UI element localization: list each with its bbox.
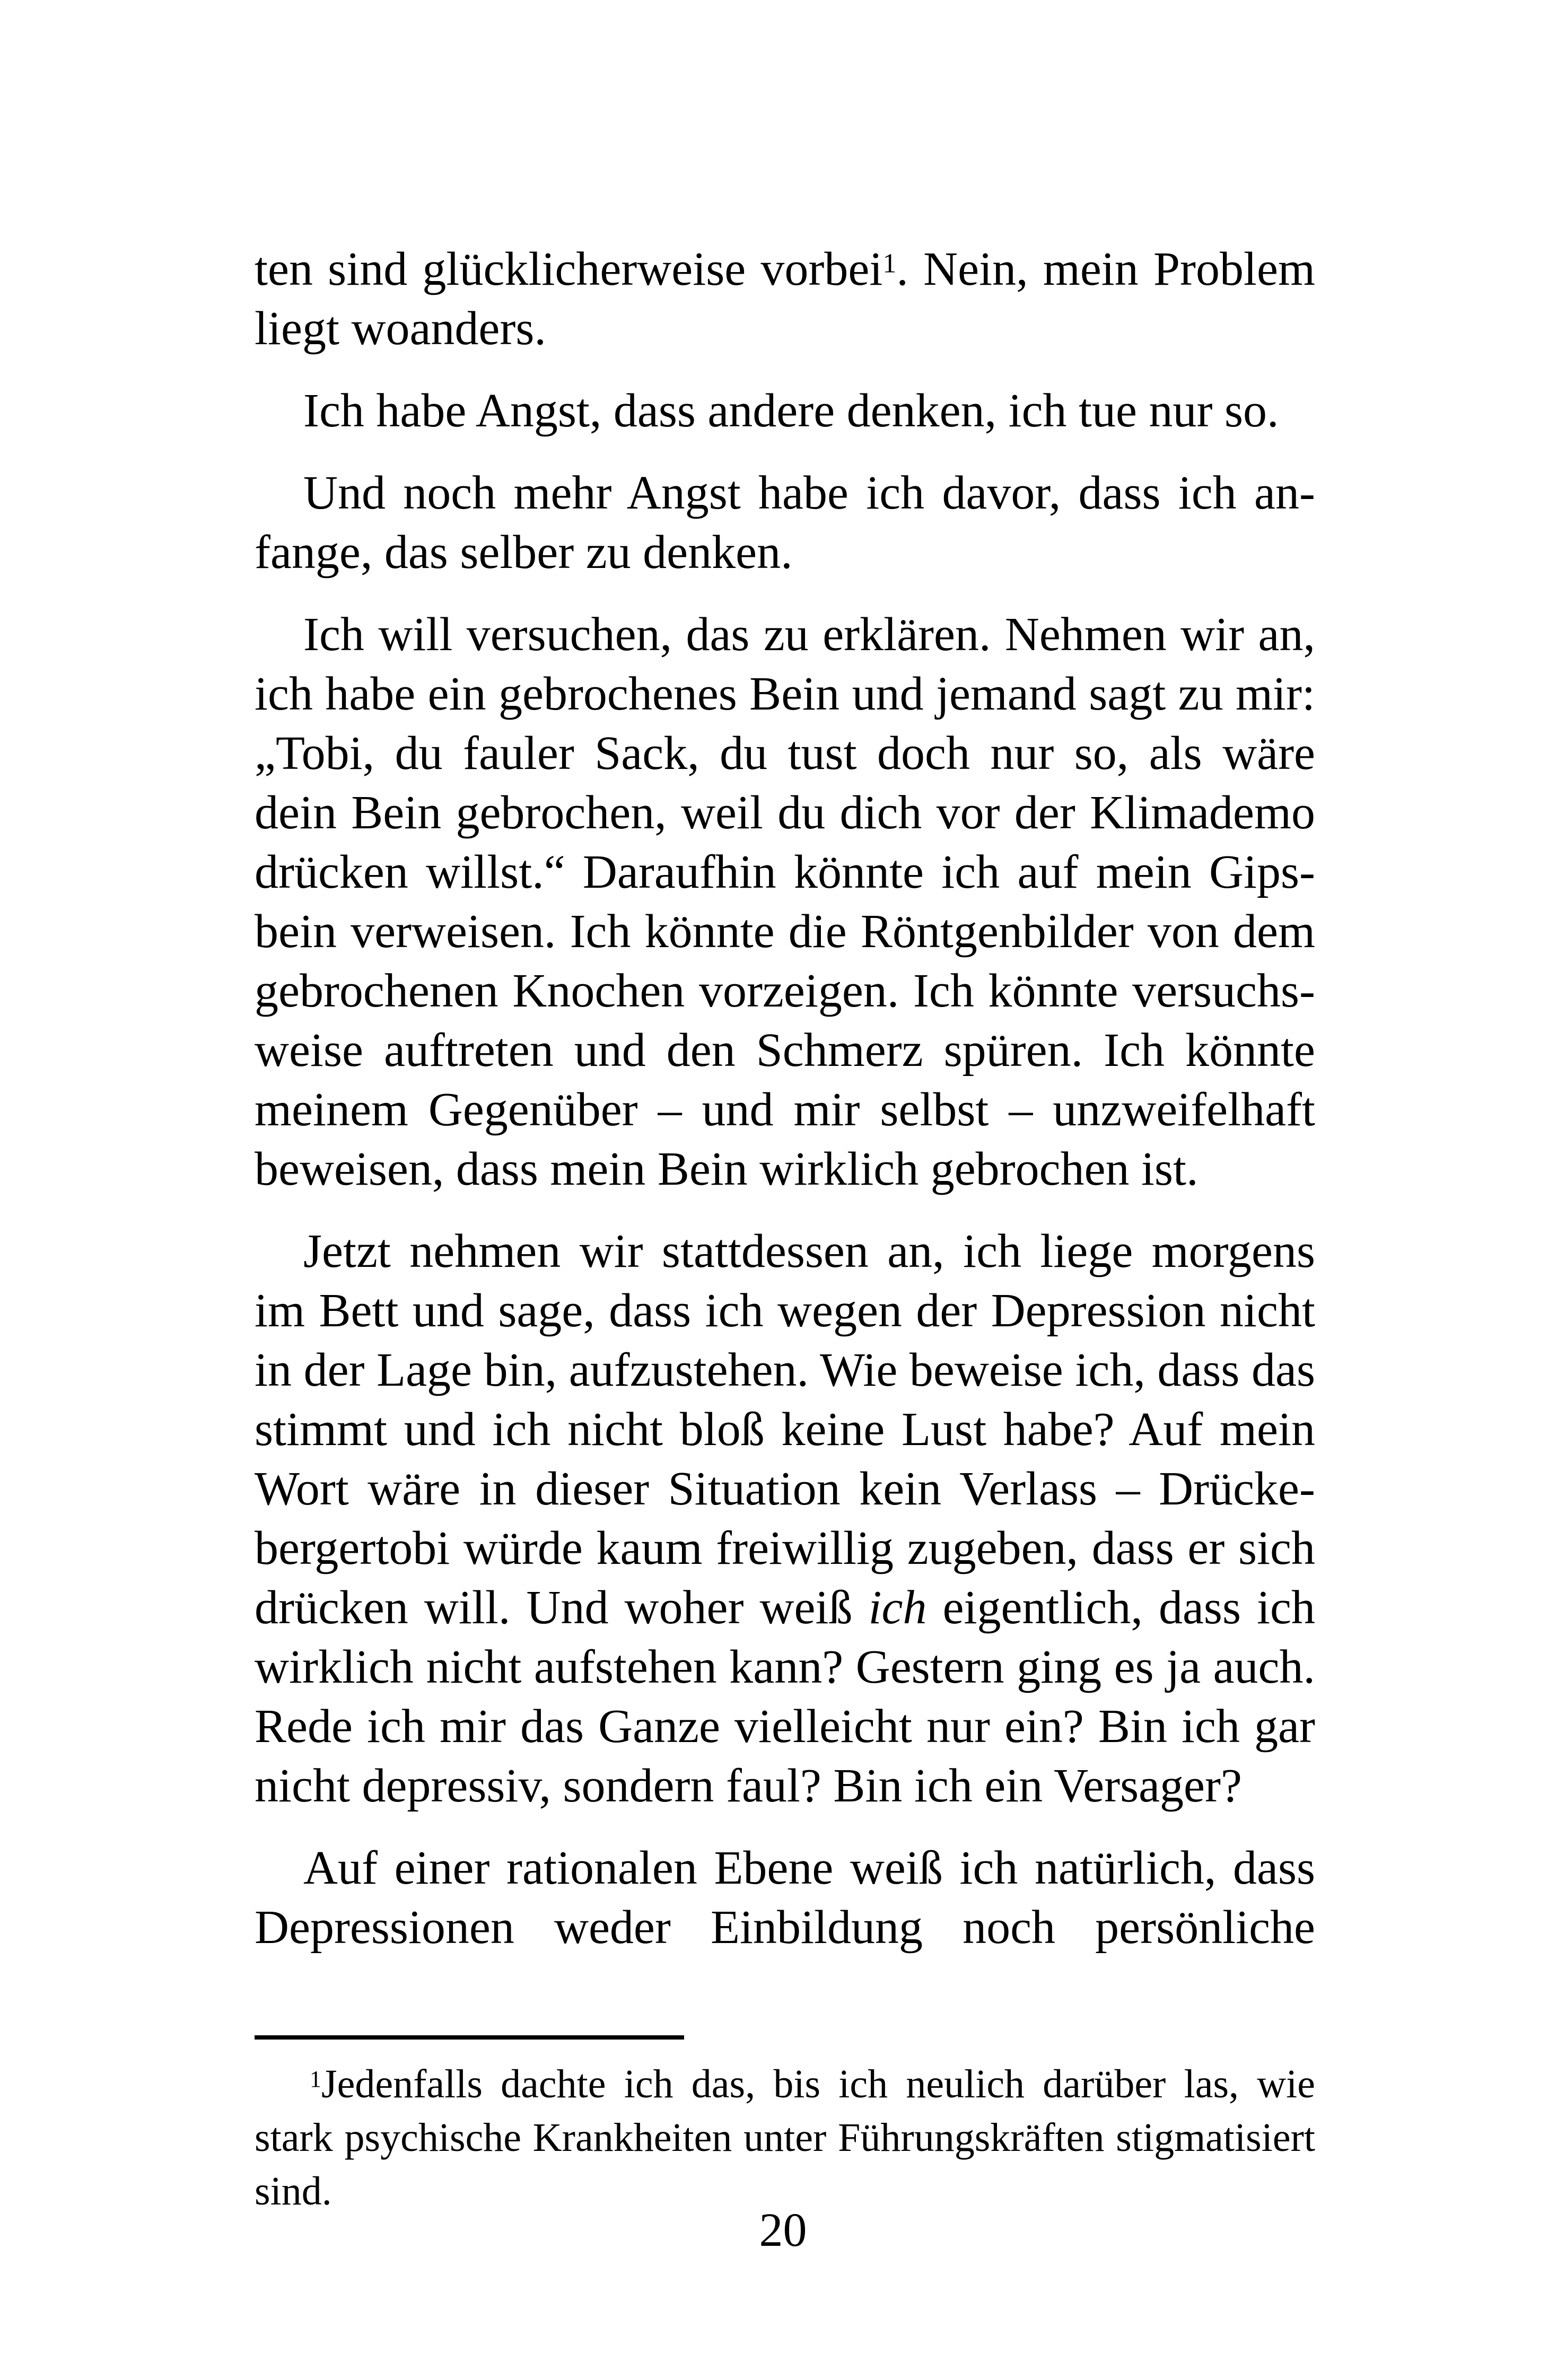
text-run: Auf einer rationalen Ebene weiß ich natürlich, dass Depressionen weder Einbildung noch persönliche: [255, 1842, 1315, 1954]
paragraph: [255, 381, 1315, 441]
text-run: Jetzt nehmen wir stattdessen an, ich liege morgens im Bett und sage, dass ich wegen der Depression nicht in der Lage bin, aufzustehen. Wie beweise ich, dass das stimmt und ich nicht bloß keine Lust habe? Auf mein Wort wäre in dieser Situation kein Verlass – Drückebergertobi würde kaum freiwillig zugeben, dass er sich drücken will. Und woher weiß: [255, 1225, 1315, 1634]
paragraph: [255, 463, 1315, 582]
text-run: eigentlich, dass ich wirklich nicht aufstehen kann? Gestern ging es ja auch. Rede ich mir das Ganze vielleicht nur ein? Bin ich gar nicht depressiv, sondern faul? Bin ich ein Versager?: [255, 1581, 1315, 1812]
paragraph: [255, 1222, 1315, 1816]
italic-text-run: ich: [868, 1581, 927, 1634]
paragraph: [255, 240, 1315, 358]
footnote-text: [255, 2058, 1315, 2218]
page-number: 20: [759, 2204, 807, 2256]
body-text-block: [255, 240, 1315, 1957]
text-run: Ich will versuchen, das zu erklären. Nehmen wir an, ich habe ein gebrochenes Bein und jemand sagt zu mir: „Tobi, du fauler Sack, du tust doch nur so, als wäre dein Bein gebrochen, weil du dich vor der Klimademo drücken willst.“ Daraufhin könnte ich auf mein Gipsbein verweisen. Ich könnte die Röntgenbilder von dem gebrochenen Knochen vorzeigen. Ich könnte versuchsweise auftreten und den Schmerz spüren. Ich könnte meinem Gegenüber – und mir selbst – unzweifelhaft beweisen, dass mein Bein wirklich gebrochen ist.: [255, 608, 1315, 1195]
footnote-area: [255, 2035, 1315, 2218]
paragraph: [255, 605, 1315, 1199]
text-run: ten sind glücklicherweise vorbei: [255, 243, 883, 295]
footnote-marker: 1: [882, 248, 897, 279]
text-run: . Nein, mein Problem liegt woanders.: [255, 243, 1315, 355]
paragraph: [255, 1839, 1315, 1957]
text-run: Jedenfalls dachte ich das, bis ich neulich darüber las, wie stark psychische Krankheiten unter Führungskräften stigmatisiert sind.: [255, 2062, 1315, 2213]
text-run: Ich habe Angst, dass andere denken, ich tue nur so.: [303, 384, 1279, 437]
text-run: Und noch mehr Angst habe ich davor, dass ich anfange, das selber zu denken.: [255, 467, 1315, 579]
footnote-rule: [255, 2035, 684, 2040]
footnote-marker: 1: [310, 2066, 322, 2093]
